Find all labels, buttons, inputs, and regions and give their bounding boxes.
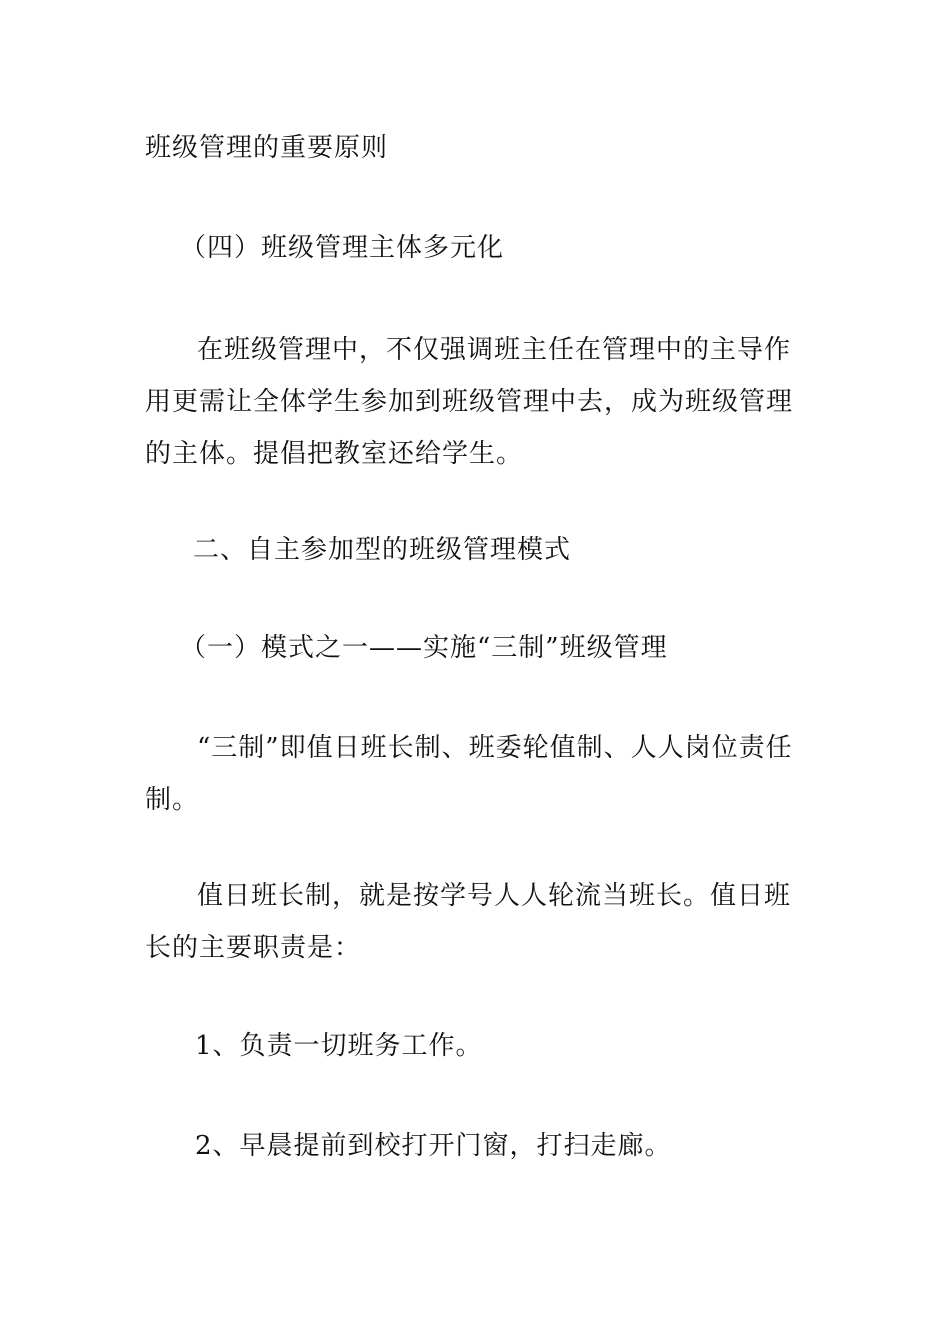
- paragraph-3: 值日班长制，就是按学号人人轮流当班长。值日班长的主要职责是：: [145, 881, 792, 963]
- subsection-heading-1: （一）模式之一——实施“三制”班级管理: [180, 633, 668, 663]
- heading-continuation: 班级管理的重要原则: [145, 133, 389, 163]
- paragraph-1: 在班级管理中，不仅强调班主任在管理中的主导作用更需让全体学生参加到班级管理中去，成为班级管理的主体。提倡把教室还给学生。: [145, 335, 794, 469]
- paragraph-2: “三制”即值日班长制、班委轮值制、人人岗位责任制。: [145, 733, 793, 815]
- section-heading-4: （四）班级管理主体多元化: [180, 233, 505, 263]
- section-heading-2: 二、自主参加型的班级管理模式: [193, 535, 572, 565]
- list-item-2: 2、早晨提前到校打开门窗，打扫走廊。: [195, 1131, 672, 1161]
- list-item-1: 1、负责一切班务工作。: [195, 1031, 483, 1061]
